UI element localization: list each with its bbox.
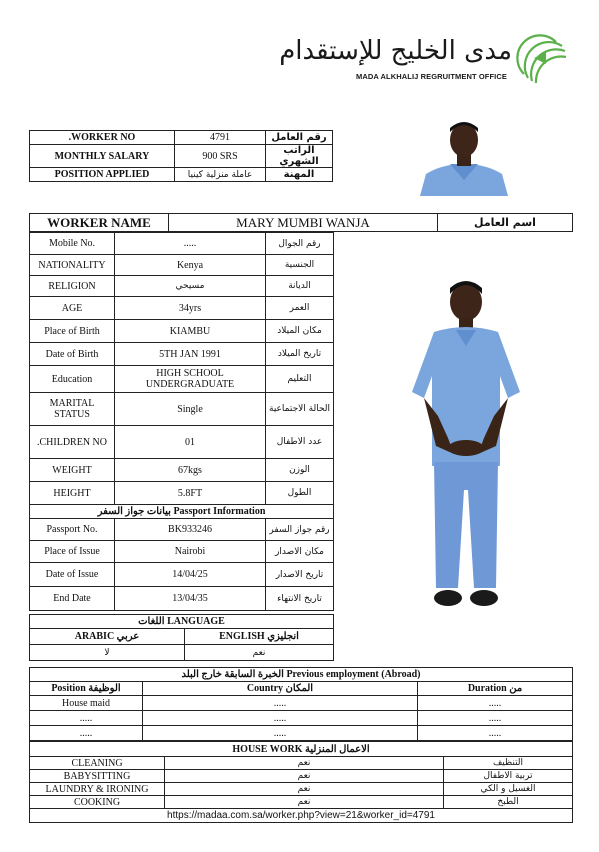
summary-row — [30, 131, 333, 145]
passport-value: BK933246 — [115, 519, 266, 541]
detail-row — [30, 366, 334, 393]
summary-row — [30, 145, 333, 168]
summary-label-ar: المهنة — [266, 168, 333, 182]
detail-row — [30, 426, 334, 459]
employment-row — [30, 726, 573, 741]
employment-row — [30, 711, 573, 726]
footer-url-link[interactable]: https://madaa.com.sa/worker.php?view=21&worker_id=4791 — [30, 809, 573, 823]
logo-english-text: MADA ALKHALIJ REGRUITMENT OFFICE — [356, 72, 507, 81]
housework-table — [29, 741, 573, 823]
summary-label-en: POSITION APPLIED — [30, 168, 175, 182]
housework-value: نعم — [165, 770, 444, 783]
employment-header: الخبرة السابقة خارج البلد Previous employment (Abroad) — [30, 668, 573, 682]
detail-label-ar: الحالة الاجتماعية — [266, 393, 334, 426]
summary-value: 4791 — [175, 131, 266, 145]
language-arabic-label: ARABIC عربي — [30, 629, 185, 645]
detail-value: ..... — [115, 233, 266, 255]
detail-label-en: HEIGHT — [30, 482, 115, 505]
detail-label-en: Date of Birth — [30, 343, 115, 366]
worker-name-label-ar: اسم العامل — [438, 214, 573, 232]
passport-value: Nairobi — [115, 541, 266, 563]
housework-label-ar: الطبخ — [444, 796, 573, 809]
details-table — [29, 232, 334, 611]
employment-position: ..... — [30, 726, 143, 741]
passport-header: بيانات جواز السفر Passport Information — [30, 505, 334, 519]
detail-row — [30, 393, 334, 426]
housework-value: نعم — [165, 757, 444, 770]
language-header: اللغات LANGUAGE — [30, 615, 334, 629]
employment-position: House maid — [30, 696, 143, 711]
detail-label-en: MARITAL STATUS — [30, 393, 115, 426]
detail-label-ar: الطول — [266, 482, 334, 505]
employment-duration: ..... — [418, 711, 573, 726]
detail-label-en: .CHILDREN NO — [30, 426, 115, 459]
portrait-photo — [412, 118, 516, 196]
detail-label-ar: الوزن — [266, 459, 334, 482]
detail-value: مسيحي — [115, 276, 266, 297]
detail-value: Kenya — [115, 255, 266, 276]
housework-label-ar: تربية الاطفال — [444, 770, 573, 783]
summary-label-ar: الراتب الشهري — [266, 145, 333, 168]
detail-label-ar: العمر — [266, 297, 334, 320]
passport-label-en: Place of Issue — [30, 541, 115, 563]
worker-name-label: WORKER NAME — [30, 214, 169, 232]
employment-country: ..... — [143, 696, 418, 711]
detail-value: Single — [115, 393, 266, 426]
passport-label-ar: رقم جواز السفر — [266, 519, 334, 541]
worker-name-value: MARY MUMBI WANJA — [169, 214, 438, 232]
detail-row — [30, 276, 334, 297]
detail-label-en: WEIGHT — [30, 459, 115, 482]
summary-table — [29, 130, 333, 182]
detail-value: 5TH JAN 1991 — [115, 343, 266, 366]
detail-value: KIAMBU — [115, 320, 266, 343]
detail-label-ar: عدد الاطفال — [266, 426, 334, 459]
logo-emblem-icon — [516, 34, 568, 84]
detail-label-en: Place of Birth — [30, 320, 115, 343]
detail-label-en: Mobile No. — [30, 233, 115, 255]
detail-row — [30, 320, 334, 343]
passport-label-ar: تاريخ الانتهاء — [266, 587, 334, 611]
housework-row — [30, 770, 573, 783]
passport-row — [30, 541, 334, 563]
employment-col-position: Position الوظيفة — [30, 682, 143, 696]
language-table — [29, 614, 334, 661]
detail-label-ar: الجنسية — [266, 255, 334, 276]
employment-country: ..... — [143, 726, 418, 741]
housework-label-en: LAUNDRY & IRONING — [30, 783, 165, 796]
detail-label-en: RELIGION — [30, 276, 115, 297]
housework-row — [30, 757, 573, 770]
passport-label-en: Passport No. — [30, 519, 115, 541]
passport-value: 13/04/35 — [115, 587, 266, 611]
summary-label-ar: رقم العامل — [266, 131, 333, 145]
detail-label-ar: التعليم — [266, 366, 334, 393]
worker-name-table — [29, 213, 573, 232]
summary-row — [30, 168, 333, 182]
housework-row — [30, 796, 573, 809]
housework-value: نعم — [165, 796, 444, 809]
detail-label-ar: مكان الميلاد — [266, 320, 334, 343]
detail-row — [30, 343, 334, 366]
detail-label-ar: الديانة — [266, 276, 334, 297]
detail-value: 67kgs — [115, 459, 266, 482]
passport-label-en: End Date — [30, 587, 115, 611]
housework-label-en: COOKING — [30, 796, 165, 809]
passport-row — [30, 519, 334, 541]
employment-duration: ..... — [418, 726, 573, 741]
language-english-label: ENGLISH انجليزي — [185, 629, 334, 645]
detail-row — [30, 233, 334, 255]
employment-row — [30, 696, 573, 711]
housework-header: HOUSE WORK الاعمال المنزلية — [30, 742, 573, 757]
summary-label-en: .WORKER NO — [30, 131, 175, 145]
logo-arabic-text: مدى الخليج للإستقدام — [279, 36, 512, 66]
detail-row — [30, 255, 334, 276]
language-arabic-value: لا — [30, 645, 185, 661]
summary-value: 900 SRS — [175, 145, 266, 168]
housework-label-ar: التنظيف — [444, 757, 573, 770]
logo-block — [279, 30, 572, 90]
full-body-photo — [396, 276, 536, 616]
employment-col-country: Country المكان — [143, 682, 418, 696]
housework-label-ar: الغسيل و الكي — [444, 783, 573, 796]
employment-col-duration: Duration من — [418, 682, 573, 696]
employment-table — [29, 667, 573, 741]
passport-value: 14/04/25 — [115, 563, 266, 587]
passport-label-ar: تاريخ الاصدار — [266, 563, 334, 587]
employment-country: ..... — [143, 711, 418, 726]
passport-label-ar: مكان الاصدار — [266, 541, 334, 563]
detail-label-en: AGE — [30, 297, 115, 320]
summary-value: عاملة منزلية كينيا — [175, 168, 266, 182]
passport-row — [30, 587, 334, 611]
detail-label-en: Education — [30, 366, 115, 393]
housework-row — [30, 783, 573, 796]
passport-label-en: Date of Issue — [30, 563, 115, 587]
summary-label-en: MONTHLY SALARY — [30, 145, 175, 168]
employment-duration: ..... — [418, 696, 573, 711]
language-english-value: نعم — [185, 645, 334, 661]
passport-row — [30, 563, 334, 587]
detail-value: HIGH SCHOOL UNDERGRADUATE — [115, 366, 266, 393]
detail-row — [30, 297, 334, 320]
detail-value: 34yrs — [115, 297, 266, 320]
detail-label-ar: رقم الجوال — [266, 233, 334, 255]
detail-value: 5.8FT — [115, 482, 266, 505]
detail-row — [30, 482, 334, 505]
housework-value: نعم — [165, 783, 444, 796]
housework-label-en: CLEANING — [30, 757, 165, 770]
detail-label-en: NATIONALITY — [30, 255, 115, 276]
employment-position: ..... — [30, 711, 143, 726]
detail-label-ar: تاريخ الميلاد — [266, 343, 334, 366]
detail-row — [30, 459, 334, 482]
housework-label-en: BABYSITTING — [30, 770, 165, 783]
detail-value: 01 — [115, 426, 266, 459]
